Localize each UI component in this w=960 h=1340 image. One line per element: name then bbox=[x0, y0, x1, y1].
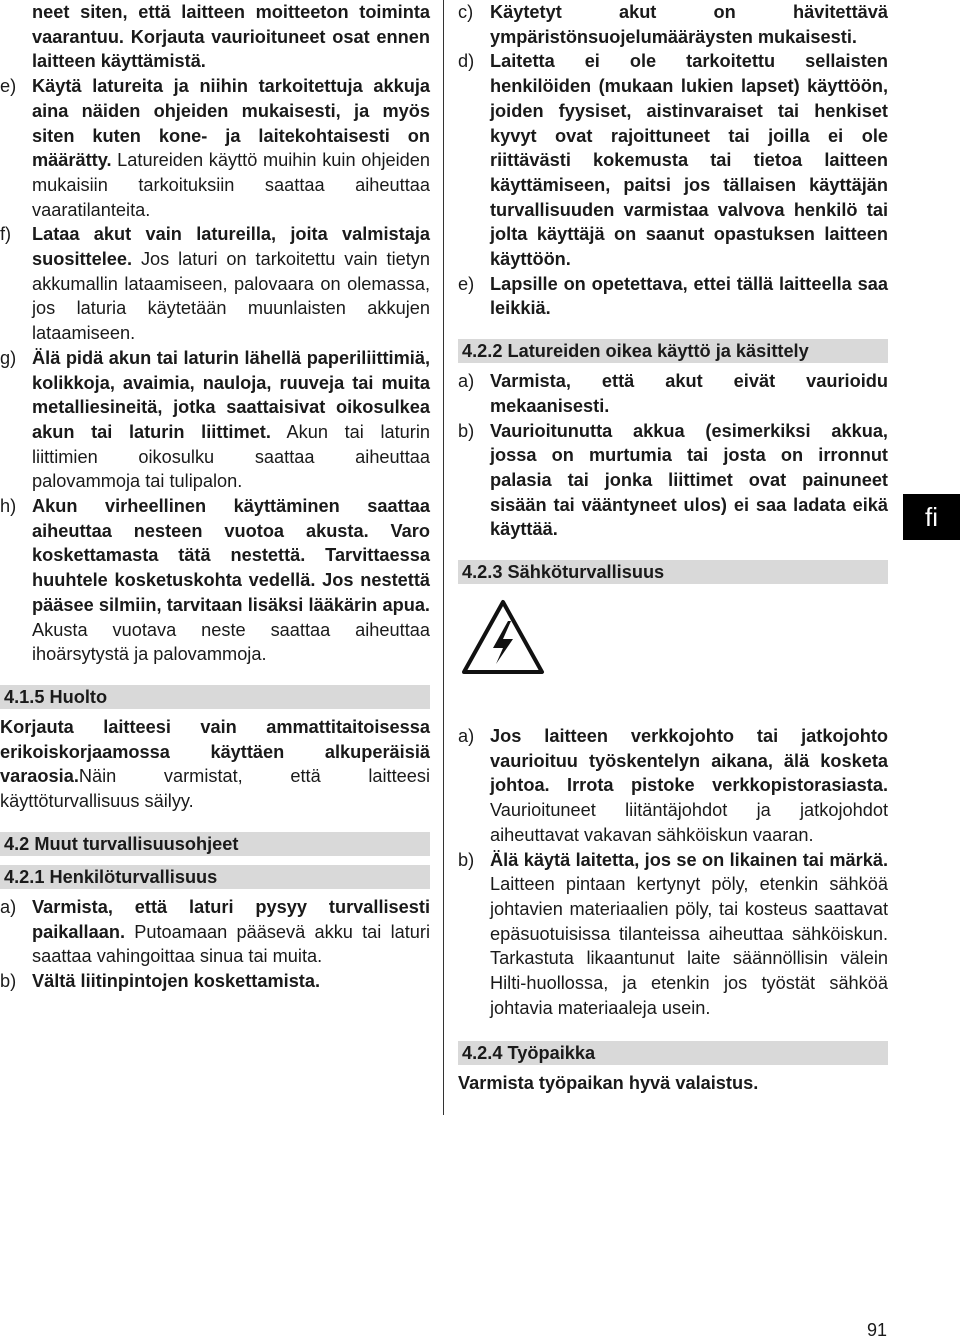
item-bold-text: Varmista, että laturi pysyy turvallisesti paikallaan. bbox=[32, 896, 430, 942]
item-bold-text: Jos laitteen verkkojohto tai jatkojohto vaurioituu työskentelyn aikana, älä kosketa johtoa. Irrota pistoke verkkopistorasiasta. bbox=[490, 726, 888, 796]
item-text: Akusta vuotava neste saattaa aiheuttaa ihoärsytystä ja palovammoja. bbox=[32, 619, 430, 665]
page-number: 91 bbox=[867, 1320, 888, 1340]
item-label: b) bbox=[0, 970, 17, 991]
item-label: a) bbox=[0, 896, 17, 917]
list-item-f bbox=[0, 222, 430, 346]
item-text: Vaurioituneet liitäntäjohdot ja jatkojohdot aiheuttavat vakavan sähköiskun vaaran. bbox=[490, 800, 888, 845]
item-text: Akun tai laturin liittimien oikosulku saattaa aiheuttaa palovammoja tai tulipalon. bbox=[32, 421, 430, 492]
item-bold-text: Lapsille on opetettava, ettei tällä laitteella saa leikkiä. bbox=[490, 273, 888, 319]
list-item-e bbox=[458, 272, 888, 321]
list-item-b bbox=[458, 419, 888, 543]
item-label: d) bbox=[458, 51, 475, 72]
list-item-e bbox=[0, 74, 430, 222]
section-heading-huolto: 4.1.5 Huolto bbox=[0, 685, 430, 709]
tyopaikka-paragraph: Varmista työpaikan hyvä valaistus. bbox=[458, 1072, 759, 1093]
list-item-b bbox=[458, 848, 888, 1021]
item-label: b) bbox=[458, 420, 475, 441]
item-label: c) bbox=[458, 2, 474, 22]
item-bold-text: Vaurioitunutta akkua (esimerkiksi akkua, jossa on murtumia tai josta on irronnut palasia tai jonka liittimet ovat painuneet sisään tai vääntyneet ulos) ei saa ladata eikä käyttää. bbox=[490, 420, 888, 540]
item-bold-text: Lataa akut vain latureilla, joita valmistaja suosittelee. bbox=[32, 224, 430, 270]
huolto-paragraph bbox=[0, 715, 430, 814]
list-item-a bbox=[458, 724, 888, 848]
column-divider bbox=[443, 0, 444, 1115]
item-bold-text: Varmista, että akut eivät vaurioidu mekaanisesti. bbox=[490, 371, 888, 416]
list-item-h bbox=[0, 494, 430, 667]
item-text: Putoamaan pääsevä akku tai laturi saattaa vahingoittaa sinua tai muita. bbox=[32, 921, 430, 967]
section-heading-henkilo: 4.2.1 Henkilöturvallisuus bbox=[0, 865, 430, 889]
item-text: Jos laturi on tarkoitettu vain tietyn akkumallin lataamiseen, palovaara on olemassa, jos laturia käytetään muunlaisten akkujen lataamiseen. bbox=[32, 249, 430, 344]
language-tab: fi bbox=[903, 494, 960, 540]
item-bold-text: Käytä latureita ja niihin tarkoitettuja akkuja aina näiden ohjeiden mukaisesti, ja myös siten kuten kone- ja laitekohtaisesti on määrätty. bbox=[32, 76, 430, 171]
list-item bbox=[0, 0, 430, 74]
list-item-d bbox=[458, 49, 888, 271]
right-column bbox=[458, 0, 888, 1095]
item-label: e) bbox=[0, 76, 17, 97]
section-heading-sahko: 4.2.3 Sähköturvallisuus bbox=[458, 560, 888, 584]
section-heading-muut: 4.2 Muut turvallisuusohjeet bbox=[0, 832, 430, 856]
item-bold-text: Älä käytä laitetta, jos se on likainen tai märkä. bbox=[490, 849, 888, 870]
item-label: a) bbox=[458, 371, 475, 392]
item-label: f) bbox=[0, 224, 12, 245]
item-label: a) bbox=[458, 726, 475, 747]
left-column bbox=[0, 0, 430, 994]
list-item-a bbox=[458, 369, 888, 418]
item-text: Latureiden käyttö muihin kuin ohjeiden mukaisiin tarkoituksiin saattaa aiheuttaa vaaratilanteita. bbox=[32, 150, 430, 220]
item-bold-text: Käytetyt akut on hävitettävä ympäristönsuojelumääräysten mukaisesti. bbox=[490, 2, 888, 47]
item-bold-text: Älä pidä akun tai laturin lähellä paperiliittimiä, kolikkoja, avaimia, nauloja, ruuveja tai muita metalliesineitä, jotka saattaisivat oikosulkea akun tai laturin liittimet. bbox=[32, 347, 430, 442]
item-bold-text: neet siten, että laitteen moitteeton toiminta vaarantuu. Korjauta vaurioituneet osat ennen laitteen käyttämistä. bbox=[32, 2, 430, 72]
list-item-c bbox=[458, 0, 888, 49]
item-bold-text: Laitetta ei ole tarkoitettu sellaisten henkilöiden (mukaan lukien lapset) käyttöön, joiden fyysiset, aistinvaraiset tai henkiset kyvyt ovat rajoittuneet tai joilla ei ole riittävästi kokemusta tai tietoa laitteen käyttämiseen, paitsi jos tällaisen käyttäjän turvallisuuden varmistaa valvova henkilö tai jolta käyttäjä on saanut opastuksen laitteen käyttöön. bbox=[490, 51, 888, 270]
item-text: Laitteen pintaan kertynyt pöly, etenkin sähköä johtavien materiaalien pöly, tai kosteus saattavat epäsuotuisissa tilanteissa aiheuttaa sähköiskun. Tarkastuta likaantunut laite säännöllisin välein Hilti-huollossa, ja etenkin jos työstät sähköä johtavia materiaaleja usein. bbox=[490, 874, 888, 1018]
para-bold-text: Korjauta laitteesi vain ammattitaitoisessa erikoiskorjaamossa käyttäen alkuperäisiä varaosia. bbox=[0, 716, 430, 787]
item-label: b) bbox=[458, 849, 475, 870]
item-bold-text: Akun virheellinen käyttäminen saattaa aiheuttaa nesteen vuotoa akusta. Varo koskettamasta tätä nestettä. Tarvittaessa huuhtele kosketuskohta vedellä. Jos nestettä pääsee silmiin, tarvitaan lisäksi lääkärin apua. bbox=[32, 496, 430, 615]
item-label: h) bbox=[0, 496, 17, 517]
section-heading-laturit: 4.2.2 Latureiden oikea käyttö ja käsittely bbox=[458, 339, 888, 363]
para-text: Näin varmistat, että laitteesi käyttöturvallisuus säilyy. bbox=[0, 766, 430, 812]
section-heading-tyopaikka: 4.2.4 Työpaikka bbox=[458, 1041, 888, 1065]
list-item-g bbox=[0, 346, 430, 494]
item-bold-text: Vältä liitinpintojen koskettamista. bbox=[32, 970, 321, 991]
item-label: g) bbox=[0, 347, 17, 368]
list-item-b bbox=[0, 969, 430, 994]
item-label: e) bbox=[458, 273, 475, 294]
electric-shock-warning-icon bbox=[461, 599, 545, 675]
list-item-a bbox=[0, 895, 430, 969]
